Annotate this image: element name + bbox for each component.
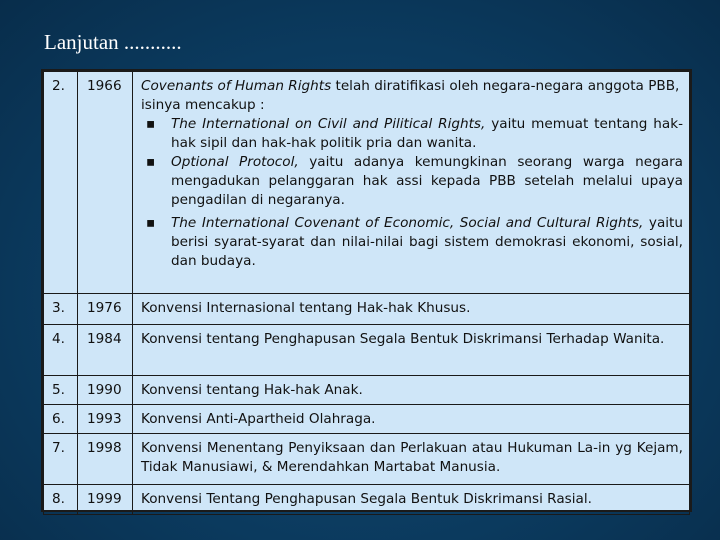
row-number: 5. [44,376,78,405]
bullet-icon: ▪ [146,215,156,231]
row-description: Konvensi Menentang Penyiksaan dan Perlakuan atau Hukuman La-in yg Kejam, Tidak Manusiawi, & Merendahkan Martabat Manusia. [133,434,690,485]
row-number: 6. [44,405,78,434]
item-text: yaitu berisi syarat-syarat dan nilai-nilai bagi sistem demokrasi ekonomi, sosial, dan budaya. [171,215,683,269]
row-year: 1984 [78,325,133,376]
covenant-intro [141,77,683,115]
table-row [44,294,690,325]
covenant-intro-italic: Covenants of Human Rights [141,78,332,94]
row-description: Konvensi Anti-Apartheid Olahraga. [133,405,690,434]
item-italic: Optional Protocol, [171,154,299,170]
convention-table [43,71,690,515]
table-row [44,405,690,434]
row-year: 1993 [78,405,133,434]
table-row [44,376,690,405]
covenant-intro-text: telah diratifikasi oleh negara-negara anggota PBB, isinya mencakup : [141,78,680,113]
bullet-icon: ▪ [146,154,156,170]
row-description: Konvensi tentang Penghapusan Segala Bentuk Diskrimansi Terhadap Wanita. [133,325,690,376]
list-item [141,115,683,153]
covenant-items [141,115,683,271]
row-number: 4. [44,325,78,376]
row-number: 7. [44,434,78,485]
row-year: 1966 [78,72,133,294]
item-text: yaitu adanya kemungkinan seorang warga negara mengadukan pelanggaran hak assi kepada PBB setelah melalui upaya pengadilan di negaranya. [171,154,683,208]
row-number: 3. [44,294,78,325]
table-row [44,72,690,294]
item-italic: The International on Civil and Pilitical Rights, [171,116,486,132]
bullet-icon: ▪ [146,116,156,132]
row-year: 1998 [78,434,133,485]
list-item [141,153,683,210]
row-year: 1999 [78,485,133,515]
row-number: 8. [44,485,78,515]
list-item [141,214,683,271]
item-italic: The International Covenant of Economic, Social and Cultural Rights, [171,215,644,231]
table-row [44,434,690,485]
row-description: Konvensi tentang Hak-hak Anak. [133,376,690,405]
item-text: yaitu memuat tentang hak-hak sipil dan hak-hak politik pria dan wanita. [171,116,683,151]
table-row [44,485,690,515]
convention-table-container [41,69,692,512]
row-number: 2. [44,72,78,294]
row-description: Konvensi Internasional tentang Hak-hak Khusus. [133,294,690,325]
table-row [44,325,690,376]
row-year: 1976 [78,294,133,325]
row-year: 1990 [78,376,133,405]
row-description [133,72,690,294]
slide-title: Lanjutan ........... [44,30,182,54]
row-description: Konvensi Tentang Penghapusan Segala Bentuk Diskrimansi Rasial. [133,485,690,515]
